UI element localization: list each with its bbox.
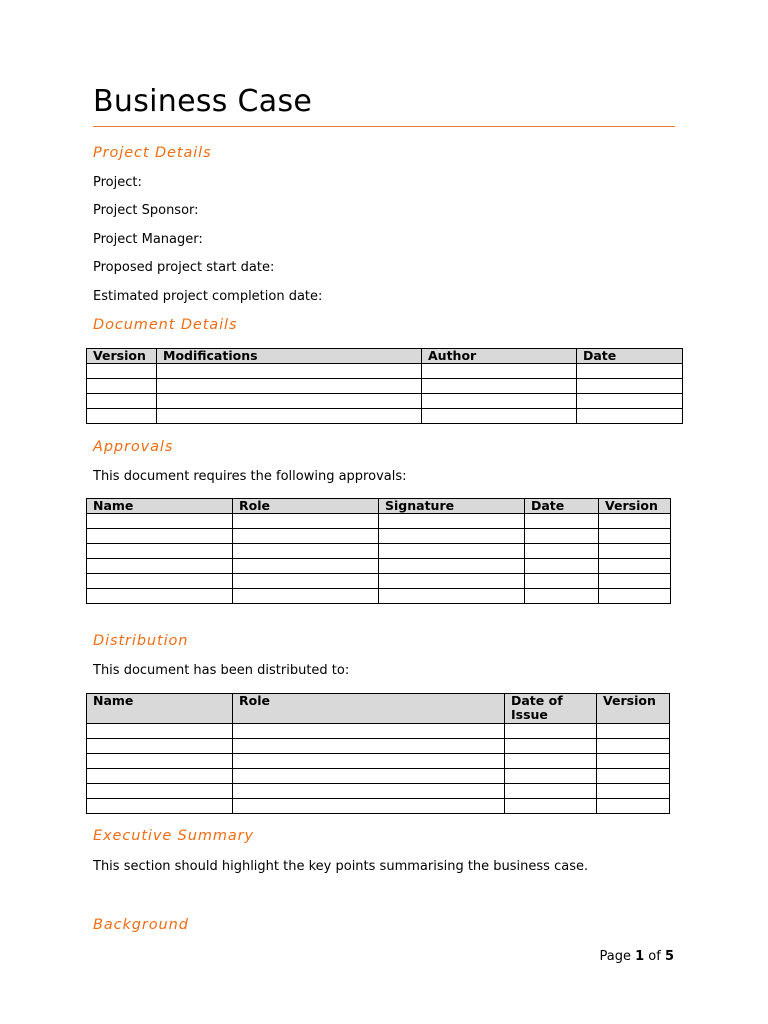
col-author: Author (422, 349, 577, 364)
document-title: Business Case (93, 84, 313, 119)
heading-document-details: Document Details (93, 317, 238, 333)
heading-background: Background (93, 917, 189, 933)
distribution-intro: This document has been distributed to: (93, 663, 350, 678)
table-row (87, 589, 671, 604)
field-project-manager: Project Manager: (93, 232, 203, 247)
col-name: Name (87, 694, 233, 724)
executive-summary-text: This section should highlight the key points summarising the business case. (93, 859, 589, 874)
table-row (87, 739, 670, 754)
col-date-of-issue: Date of Issue (505, 694, 597, 724)
page-total: 5 (664, 949, 674, 964)
heading-executive-summary: Executive Summary (93, 828, 255, 844)
approvals-intro: This document requires the following approvals: (93, 469, 407, 484)
page-number: 1 (635, 949, 645, 964)
table-row (87, 769, 670, 784)
page-footer (560, 949, 674, 964)
page-label: Page (599, 949, 631, 964)
table-row (87, 724, 670, 739)
col-version: Version (599, 499, 671, 514)
table-row (87, 364, 683, 379)
table-row (87, 379, 683, 394)
field-start-date: Proposed project start date: (93, 260, 275, 275)
distribution-table (86, 693, 670, 814)
field-completion-date: Estimated project completion date: (93, 289, 323, 304)
col-role: Role (233, 694, 505, 724)
table-row (87, 559, 671, 574)
col-signature: Signature (379, 499, 525, 514)
title-divider (93, 126, 675, 127)
col-version: Version (597, 694, 670, 724)
heading-approvals: Approvals (93, 439, 174, 455)
table-row (87, 754, 670, 769)
table-row (87, 799, 670, 814)
heading-project-details: Project Details (93, 145, 212, 161)
table-row (87, 544, 671, 559)
table-row (87, 574, 671, 589)
approvals-table (86, 498, 671, 604)
field-project-sponsor: Project Sponsor: (93, 203, 199, 218)
table-row (87, 514, 671, 529)
document-details-table (86, 348, 683, 424)
col-modifications: Modifications (157, 349, 422, 364)
col-role: Role (233, 499, 379, 514)
col-version: Version (87, 349, 157, 364)
col-date: Date (525, 499, 599, 514)
heading-distribution: Distribution (93, 633, 189, 649)
table-row (87, 529, 671, 544)
col-date: Date (577, 349, 683, 364)
of-label: of (648, 949, 661, 964)
field-project: Project: (93, 175, 142, 190)
table-row (87, 784, 670, 799)
col-name: Name (87, 499, 233, 514)
table-row (87, 394, 683, 409)
table-row (87, 409, 683, 424)
